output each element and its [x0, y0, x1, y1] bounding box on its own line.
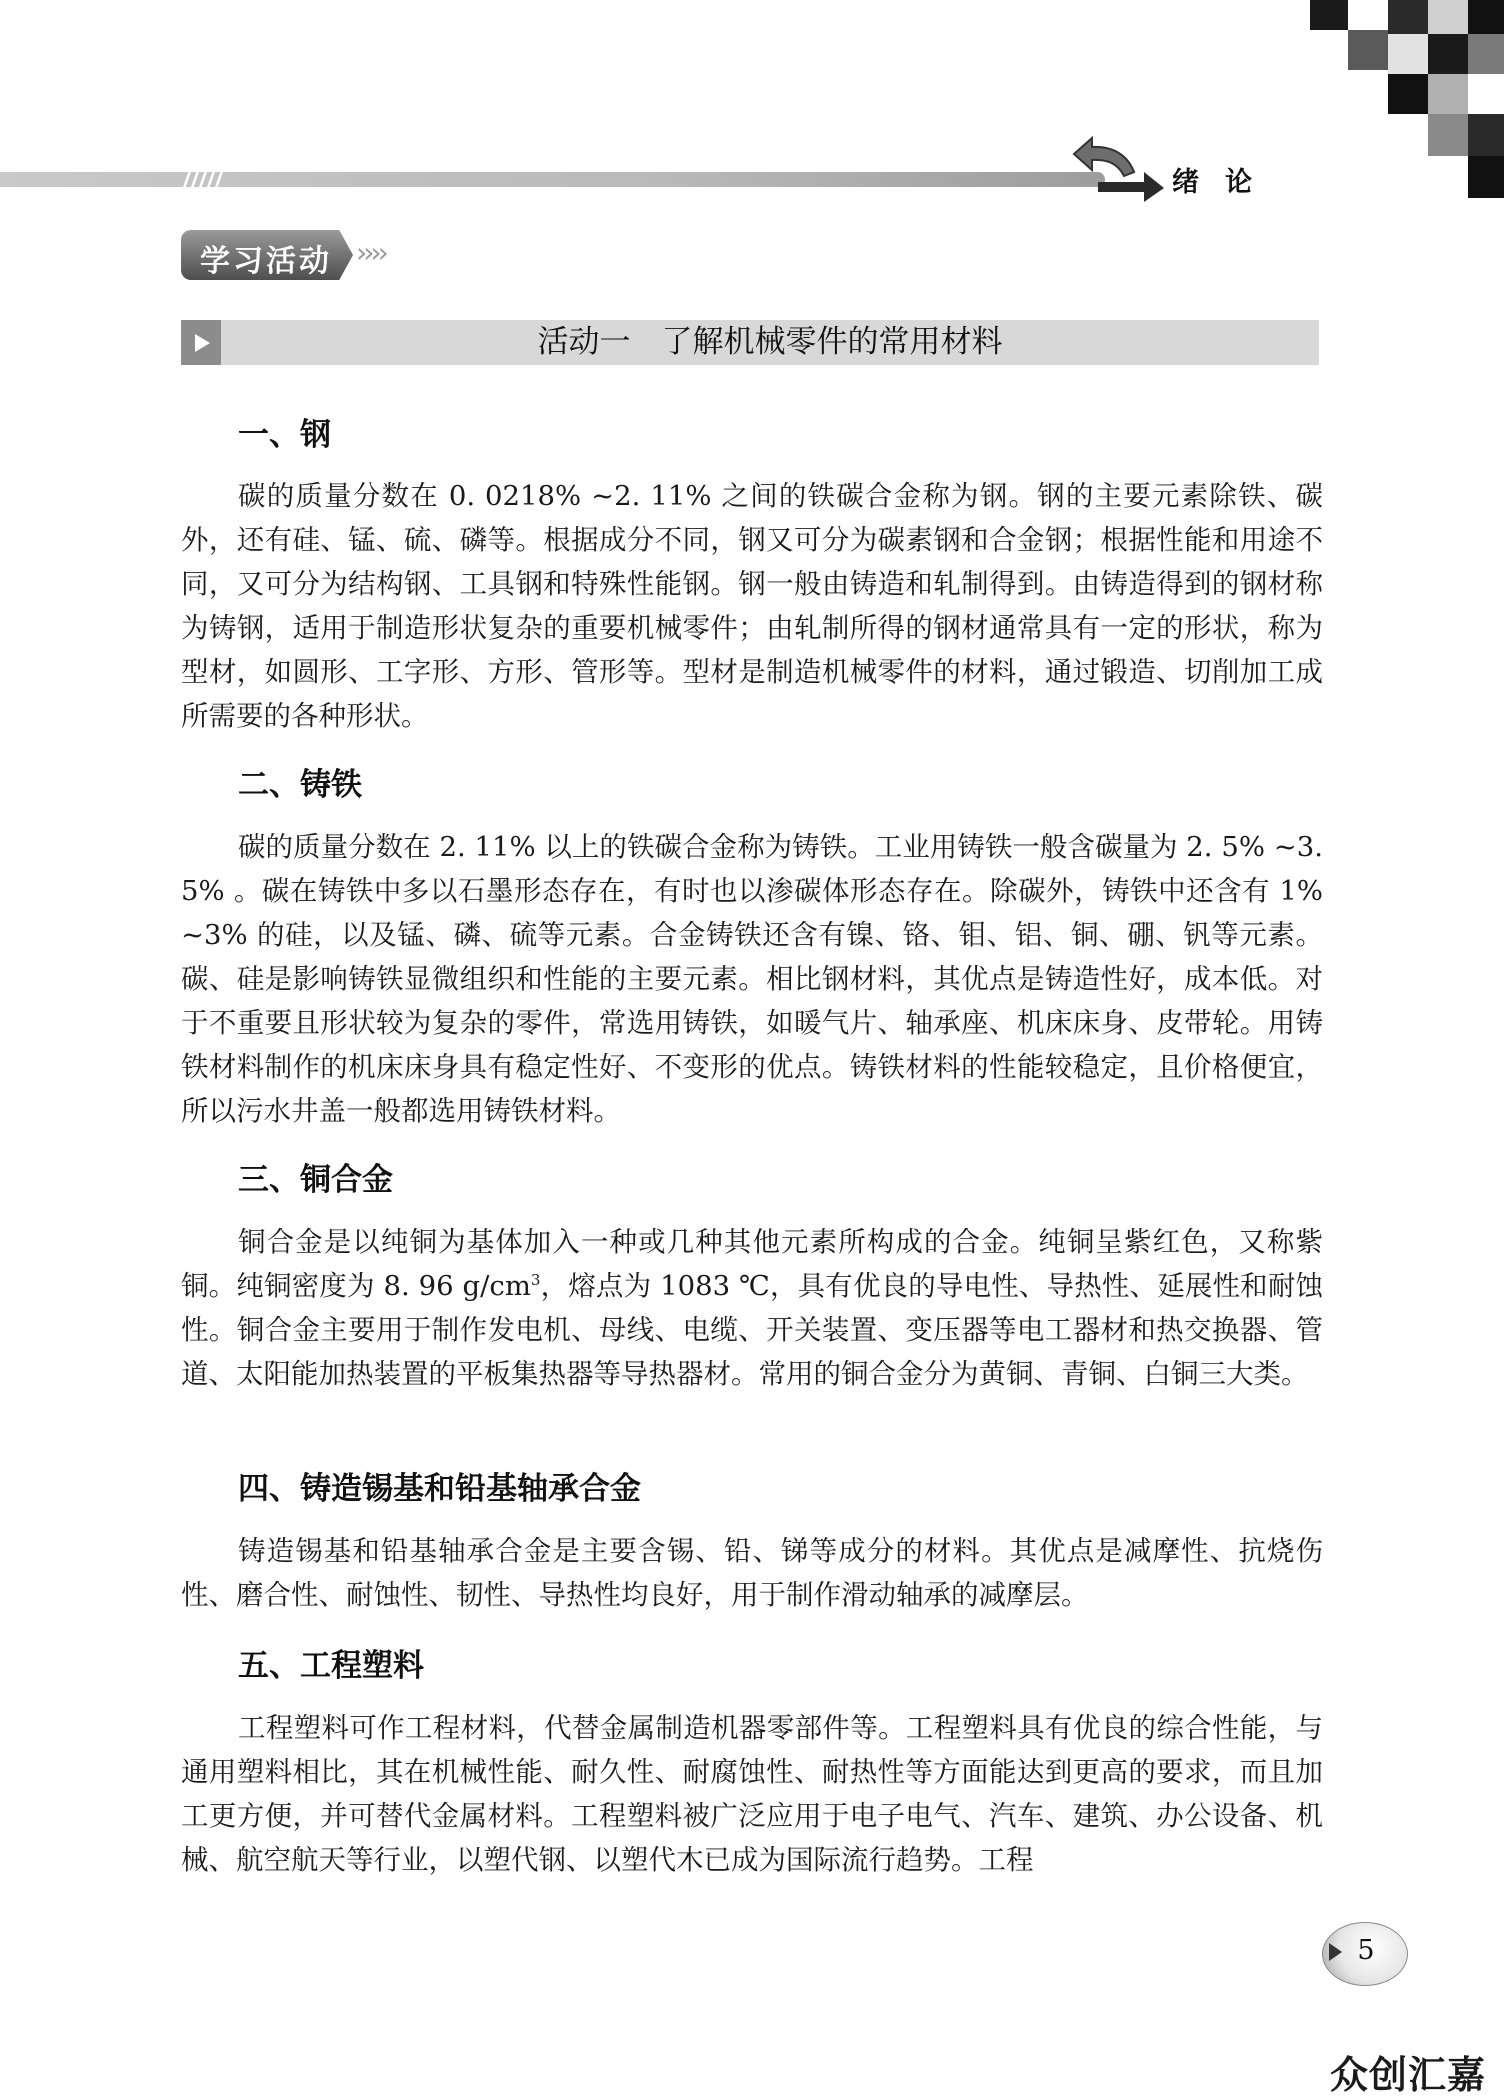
play-icon: [181, 320, 221, 365]
superscript-3: 3: [530, 1270, 541, 1289]
page-marker-icon: [1329, 1943, 1342, 1961]
page-number: 5: [1357, 1935, 1375, 1966]
paragraph-copper-alloy-part1: 铜合金是以纯铜为基体加入一种或几种其他元素所构成的合金。纯铜呈紫红色，又称紫铜。纯铜密度为 8. 96 g/cm: [181, 1226, 1323, 1302]
learning-activity-label: 学习活动: [200, 244, 332, 279]
section-heading-steel: 一、钢: [238, 417, 331, 453]
header-bar: [0, 172, 1105, 187]
paragraph-cast-iron: 碳的质量分数在 2. 11% 以上的铁碳合金称为铸铁。工业用铸铁一般含碳量为 2. 5% ~3. 5% 。碳在铸铁中多以石墨形态存在，有时也以渗碳体形态存在。除碳外，铸铁中还含有 1% ~3% 的硅，以及锰、磷、硫等元素。合金铸铁还含有镍、铬、钼、铝、铜、硼、钒等元素。碳、硅是影响铸铁显微组织和性能的主要元素。相比钢材料，其优点是铸造性好，成本低。对于不重要且形状较为复杂的零件，常选用铸铁，如暖气片、轴承座、机床床身、皮带轮。用铸铁材料制作的机床床身具有稳定性好、不变形的优点。铸铁材料的性能较稳定，且价格便宜，所以污水井盖一般都选用铸铁材料。: [181, 831, 1323, 1127]
paragraph-copper-alloy-part2: ，熔点为 1083 ℃，具有优良的导电性、导热性、延展性和耐蚀性。铜合金主要用于制作发电机、母线、电缆、开关装置、变压器等电工器材和热交换器、管道、太阳能加热装置的平板集热器等导热器材。常用的铜合金分为黄铜、青铜、白铜三大类。: [181, 1270, 1323, 1390]
paragraph-engineering-plastics: 工程塑料可作工程材料，代替金属制造机器零部件等。工程塑料具有优良的综合性能，与通用塑料相比，其在机械性能、耐久性、耐腐蚀性、耐热性等方面能达到更高的要求，而且加工更方便，并可替代金属材料。工程塑料被广泛应用于电子电气、汽车、建筑、办公设备、机械、航空航天等行业，以塑代钢、以塑代木已成为国际流行趋势。工程: [181, 1712, 1323, 1876]
header-stripes: [180, 171, 230, 188]
section-heading-cast-iron: 二、铸铁: [238, 767, 362, 803]
chapter-label: 绪论: [1172, 167, 1278, 198]
section-heading-engineering-plastics: 五、工程塑料: [238, 1648, 424, 1684]
curved-arrow-icon: [1068, 132, 1168, 202]
activity-title: 活动一 了解机械零件的常用材料: [537, 324, 1003, 360]
paragraph-copper-alloy: [181, 1220, 1323, 1396]
paragraph-steel: 碳的质量分数在 0. 0218% ~2. 11% 之间的铁碳合金称为钢。钢的主要元素除铁、碳外，还有硅、锰、硫、磷等。根据成分不同，钢又可分为碳素钢和合金钢；根据性能和用途不同，又可分为结构钢、工具钢和特殊性能钢。钢一般由铸造和轧制得到。由铸造得到的钢材称为铸钢，适用于制造形状复杂的重要机械零件；由轧制所得的钢材通常具有一定的形状，称为型材，如圆形、工字形、方形、管形等。型材是制造机械零件的材料，通过锻造、切削加工成所需要的各种形状。: [181, 480, 1323, 732]
section-heading-bearing-alloy: 四、铸造锡基和铅基轴承合金: [238, 1471, 641, 1507]
paragraph-bearing-alloy: 铸造锡基和铅基轴承合金是主要含锡、铅、锑等成分的材料。其优点是减摩性、抗烧伤性、磨合性、耐蚀性、韧性、导热性均良好，用于制作滑动轴承的减摩层。: [181, 1535, 1323, 1611]
section-heading-copper-alloy: 三、铜合金: [238, 1162, 393, 1198]
checker-pattern: [1290, 0, 1504, 200]
watermark: 众创汇嘉: [1330, 2053, 1487, 2097]
chevron-right-icon: ››››: [356, 236, 385, 269]
